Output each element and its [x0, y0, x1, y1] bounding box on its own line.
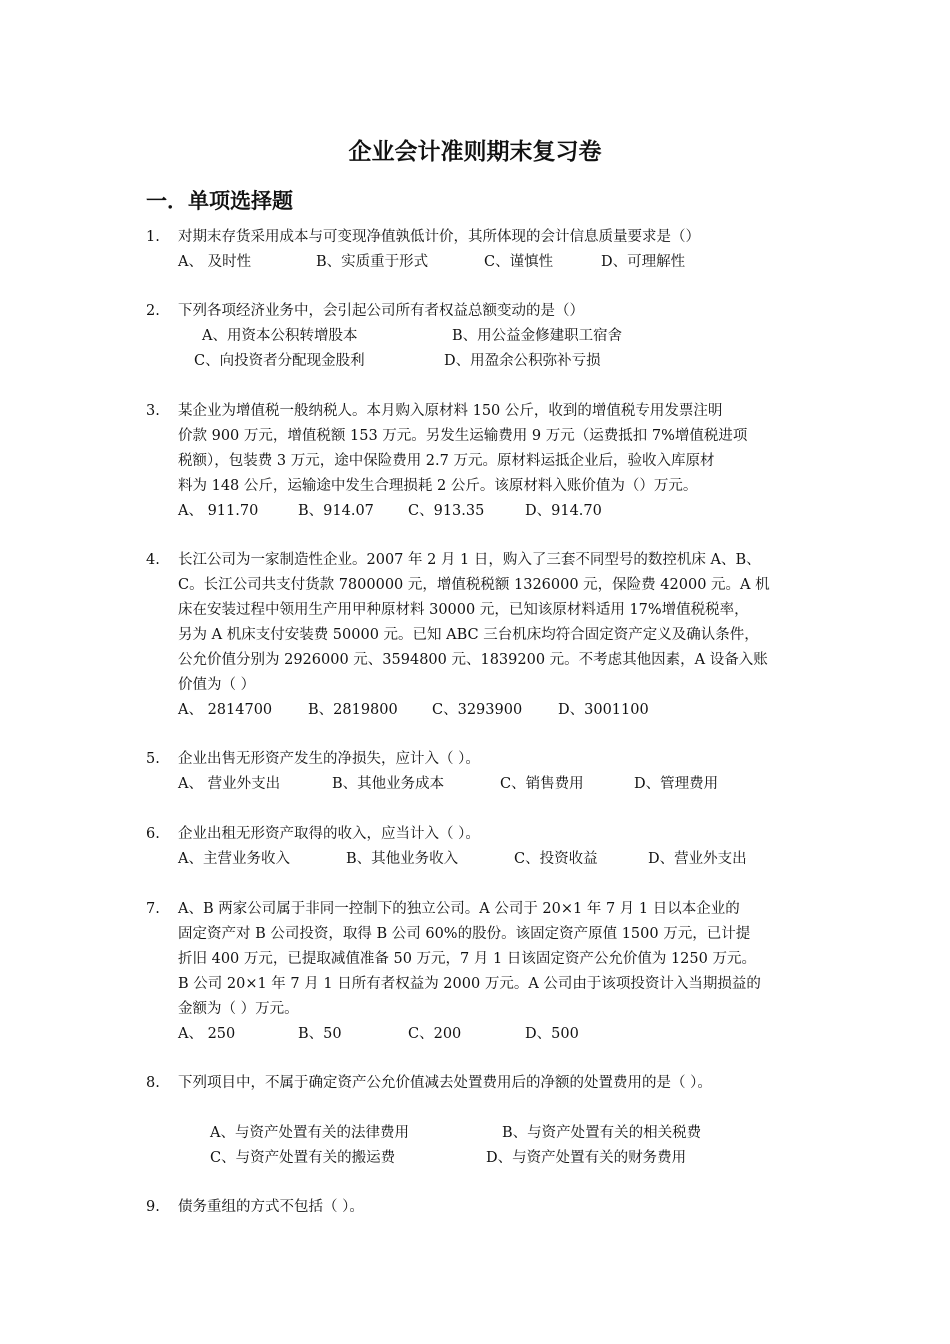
stem-line: 金额为（ ）万元。: [178, 1001, 299, 1017]
question-stem: [178, 747, 816, 772]
question-8: [146, 1071, 816, 1171]
stem-line: 价值为（ ）: [178, 677, 256, 693]
stem-line: 企业出售无形资产发生的净损失，应计入（ ）。: [178, 751, 480, 767]
stem-line: 床在安装过程中领用生产用甲种原材料 30000 元，已知该原材料适用 17%增值税税率，: [178, 602, 749, 618]
question-stem: [178, 897, 816, 1022]
option-row: [194, 349, 816, 374]
option-a: A、 2814700: [178, 702, 273, 718]
option-c: C、与资产处置有关的搬运费: [210, 1150, 396, 1166]
stem-line: 价款 900 万元，增值税额 153 万元。另发生运输费用 9 万元（运费抵扣 7%增值税进项: [178, 428, 748, 444]
option-c: C、向投资者分配现金股利: [194, 353, 365, 369]
question-number: 8.: [146, 1075, 160, 1091]
stem-line: 税额），包装费 3 万元，途中保险费用 2.7 万元。原材料运抵企业后，验收入库原材: [178, 453, 715, 469]
option-b: B、914.07: [298, 503, 374, 519]
option-row: [178, 499, 816, 524]
option-a: A、主营业务收入: [178, 851, 290, 867]
question-number: 6.: [146, 826, 160, 842]
option-c: C、913.35: [408, 503, 485, 519]
option-b: B、其他业务收入: [346, 851, 459, 867]
option-d: D、与资产处置有关的财务费用: [486, 1150, 687, 1166]
stem-line: C。长江公司共支付货款 7800000 元，增值税税额 1326000 元，保险费 42000 元。A 机: [178, 577, 770, 593]
option-d: D、500: [525, 1026, 579, 1042]
option-b: B、2819800: [308, 702, 398, 718]
question-number: 5.: [146, 751, 160, 767]
option-d: D、管理费用: [634, 776, 719, 792]
option-b: B、其他业务成本: [332, 776, 445, 792]
question-6: [146, 822, 816, 872]
question-5: [146, 747, 816, 797]
option-row: [210, 1146, 816, 1171]
question-stem: [178, 1071, 816, 1096]
option-a: A、与资产处置有关的法律费用: [210, 1125, 409, 1141]
stem-line: 固定资产对 B 公司投资，取得 B 公司 60%的股份。该固定资产原值 1500 万元，已计提: [178, 926, 751, 942]
option-b: B、用公益金修建职工宿舍: [452, 328, 623, 344]
option-a: A、 营业外支出: [178, 776, 281, 792]
question-3: [146, 399, 816, 524]
question-stem: [178, 225, 816, 250]
question-number: 4.: [146, 552, 160, 568]
option-d: D、914.70: [525, 503, 602, 519]
option-row: [178, 847, 816, 872]
question-number: 3.: [146, 403, 160, 419]
question-stem: [178, 548, 816, 698]
question-stem: [178, 822, 816, 847]
stem-line: A、B 两家公司属于非同一控制下的独立公司。A 公司于 20×1 年 7 月 1 日以本企业的: [178, 901, 740, 917]
section-heading: 一．单项选择题: [146, 189, 293, 213]
document-title: 企业会计准则期末复习卷: [348, 139, 602, 165]
option-c: C、投资收益: [514, 851, 598, 867]
option-b: B、与资产处置有关的相关税费: [502, 1125, 702, 1141]
option-b: B、50: [298, 1026, 342, 1042]
stem-line: 折旧 400 万元，已提取减值准备 50 万元，7 月 1 日该固定资产公允价值为 1250 万元。: [178, 951, 756, 967]
question-stem: [178, 399, 816, 499]
question-7: [146, 897, 816, 1047]
stem-line: 某企业为增值税一般纳税人。本月购入原材料 150 公斤，收到的增值税专用发票注明: [178, 403, 723, 419]
option-d: D、3001100: [558, 702, 649, 718]
option-a: A、 250: [178, 1026, 236, 1042]
option-row: [178, 772, 816, 797]
option-b: B、实质重于形式: [316, 254, 429, 270]
question-9: [146, 1195, 816, 1220]
option-c: C、200: [408, 1026, 462, 1042]
question-stem: [178, 299, 816, 324]
stem-line: 对期末存货采用成本与可变现净值孰低计价，其所体现的会计信息质量要求是（）: [178, 229, 700, 245]
option-row: [202, 324, 816, 349]
option-row: [178, 1022, 816, 1047]
question-2: [146, 299, 816, 374]
stem-line: 料为 148 公斤，运输途中发生合理损耗 2 公斤。该原材料入账价值为（）万元。: [178, 478, 698, 494]
option-a: A、用资本公积转增股本: [202, 328, 358, 344]
option-c: C、3293900: [432, 702, 523, 718]
stem-line: 公允价值分别为 2926000 元、3594800 元、1839200 元。不考虑其他因素，A 设备入账: [178, 652, 768, 668]
question-number: 2.: [146, 303, 160, 319]
question-number: 1.: [146, 229, 160, 245]
option-a: A、 911.70: [178, 503, 259, 519]
stem-line: 下列项目中，不属于确定资产公允价值减去处置费用后的净额的处置费用的是（ ）。: [178, 1075, 712, 1091]
option-c: C、销售费用: [500, 776, 584, 792]
question-stem: [178, 1195, 816, 1220]
option-a: A、 及时性: [178, 254, 252, 270]
option-row: [210, 1121, 816, 1146]
option-row: [178, 698, 816, 723]
stem-line: 债务重组的方式不包括（ ）。: [178, 1199, 364, 1215]
option-d: D、营业外支出: [648, 851, 747, 867]
stem-line: 下列各项经济业务中，会引起公司所有者权益总额变动的是（）: [178, 303, 584, 319]
question-4: [146, 548, 816, 723]
question-number: 9.: [146, 1199, 160, 1215]
question-number: 7.: [146, 901, 160, 917]
option-c: C、谨慎性: [484, 254, 554, 270]
option-d: D、用盈余公积弥补亏损: [444, 353, 601, 369]
stem-line: 企业出租无形资产取得的收入，应当计入（ ）。: [178, 826, 480, 842]
stem-line: 长江公司为一家制造性企业。2007 年 2 月 1 日，购入了三套不同型号的数控机床 A、B、: [178, 552, 761, 568]
option-row: [178, 250, 816, 275]
option-d: D、可理解性: [601, 254, 686, 270]
stem-line: B 公司 20×1 年 7 月 1 日所有者权益为 2000 万元。A 公司由于该项投资计入当期损益的: [178, 976, 761, 992]
stem-line: 另为 A 机床支付安装费 50000 元。已知 ABC 三台机床均符合固定资产定义及确认条件，: [178, 627, 759, 643]
question-1: [146, 225, 816, 275]
